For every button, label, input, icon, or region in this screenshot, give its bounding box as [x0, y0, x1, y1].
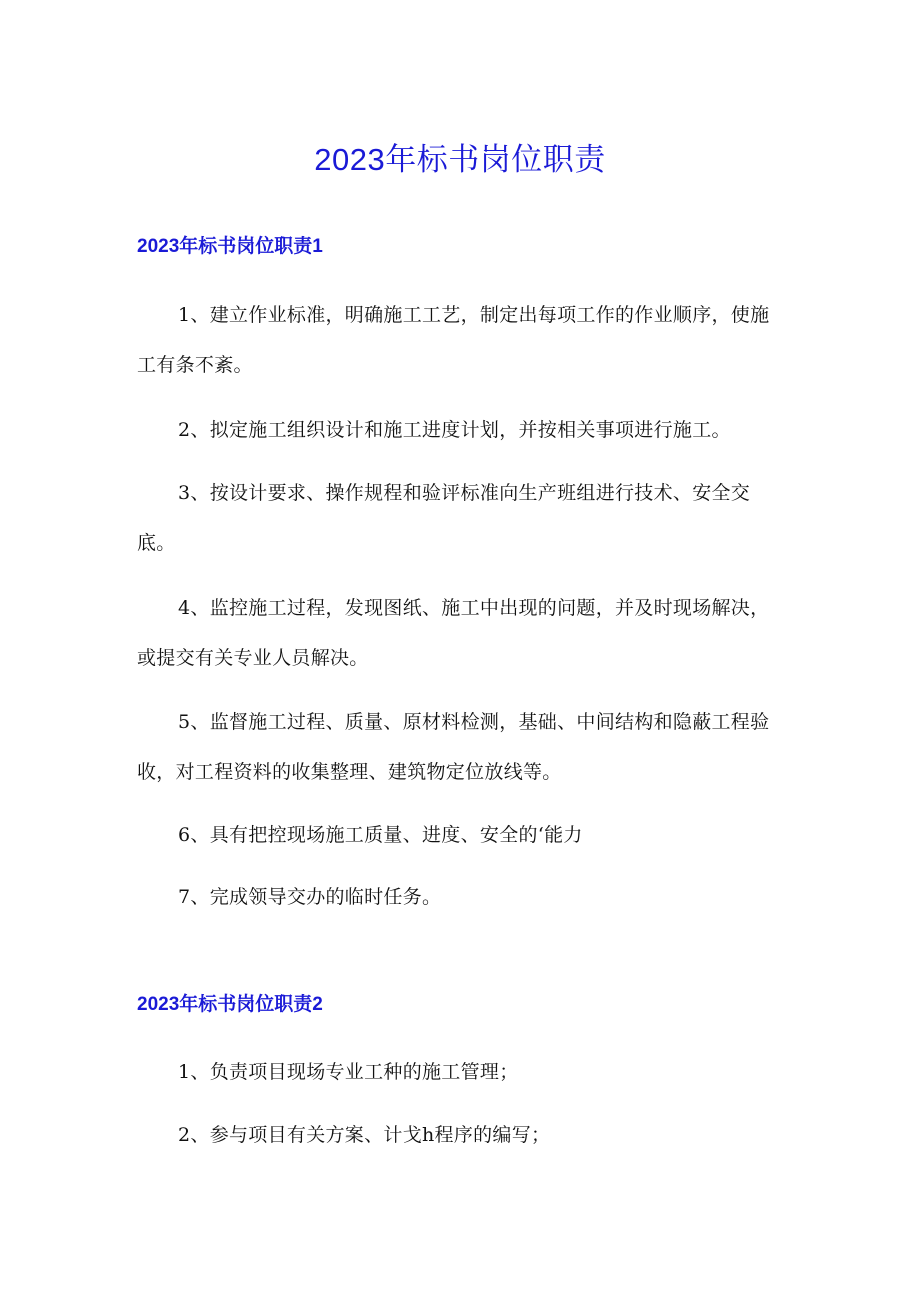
section-2-item-2: 2、参与项目有关方案、计戈h程序的编写； — [178, 1124, 551, 1146]
section-1-item-7: 7、完成领导交办的临时任务。 — [178, 886, 442, 908]
section-heading-2: 2023年标书岗位职责2 — [137, 994, 323, 1015]
section-1-item-3: 3、按设计要求、操作规程和验评标准向生产班组进行技术、安全交底。 — [137, 482, 751, 554]
section-1-item-5: 5、监督施工过程、质量、原材料检测，基础、中间结构和隐蔽工程验收，对工程资料的收集整理、建筑物定位放线等。 — [137, 711, 770, 783]
section-heading-1: 2023年标书岗位职责1 — [137, 236, 323, 257]
section-1-item-1: 1、建立作业标准，明确施工工艺，制定出每项工作的作业顺序，使施工有条不紊。 — [137, 304, 770, 376]
document-title: 2023年标书岗位职责 — [314, 142, 606, 177]
section-1-item-6: 6、具有把控现场施工质量、进度、安全的‘能力 — [178, 824, 583, 846]
section-1-item-2: 2、拟定施工组织设计和施工进度计划，并按相关事项进行施工。 — [178, 419, 731, 441]
section-1-item-4: 4、监控施工过程，发现图纸、施工中出现的问题，并及时现场解决，或提交有关专业人员解决。 — [137, 597, 770, 669]
section-2-item-1: 1、负责项目现场专业工种的施工管理； — [178, 1061, 519, 1083]
